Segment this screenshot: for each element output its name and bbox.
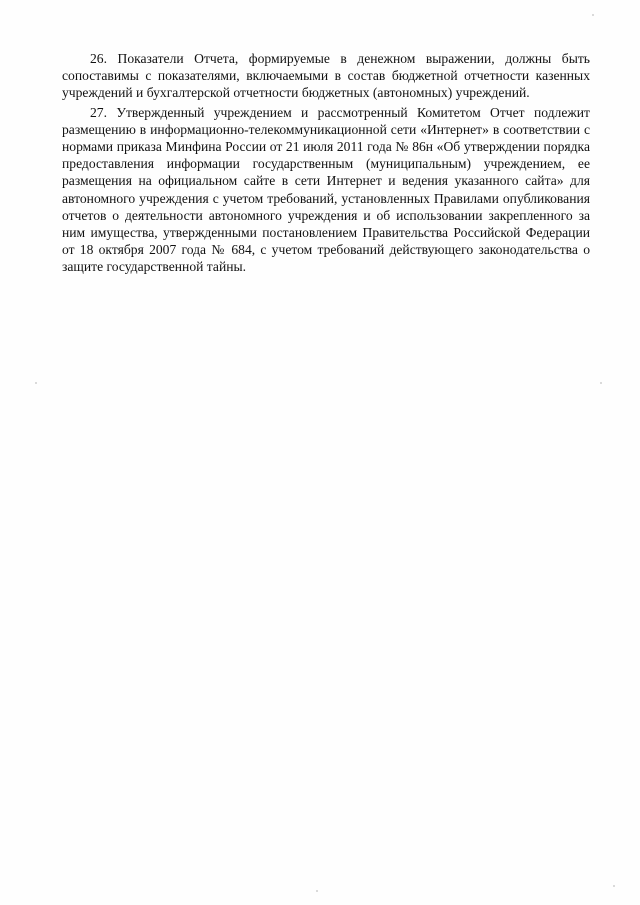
paragraph-27: [62, 104, 590, 276]
document-body: [62, 50, 590, 276]
scan-speck: [613, 885, 615, 887]
scan-speck: [600, 382, 602, 384]
paragraph-number: 27.: [90, 104, 107, 120]
paragraph-26: [62, 50, 590, 102]
scan-speck: [35, 382, 37, 384]
scan-speck: [316, 890, 318, 892]
paragraph-number: 26.: [90, 51, 107, 66]
paragraph-text: Показатели Отчета, формируемые в денежном выражении, должны быть сопоставимы с показателями, включаемыми в состав бюджетной отчетности казенных учреждений и бухгалтерской отчетности бюджетных (автономных) учреждений.: [62, 51, 590, 101]
scan-speck: [592, 14, 594, 16]
paragraph-text: Утвержденный учреждением и рассмотренный Комитетом Отчет подлежит размещению в информационно-телекоммуникационной сети «Интернет» в соответствии с нормами приказа Минфина России от 21 июля 2011 года № 86н «Об утверждении порядка предоставления информации государственным (муниципальным) учреждением, ее размещения на официальном сайте в сети Интернет и ведения указанного сайта» для автономного учреждения с учетом требований, установленных Правилами опубликования отчетов о деятельности автономного учреждения и об использовании закрепленного за ним имущества, утвержденными постановлением Правительства Российской Федерации от 18 октября 2007 года № 684, с учетом требований действующего законодательства о защите государственной тайны.: [62, 104, 590, 275]
